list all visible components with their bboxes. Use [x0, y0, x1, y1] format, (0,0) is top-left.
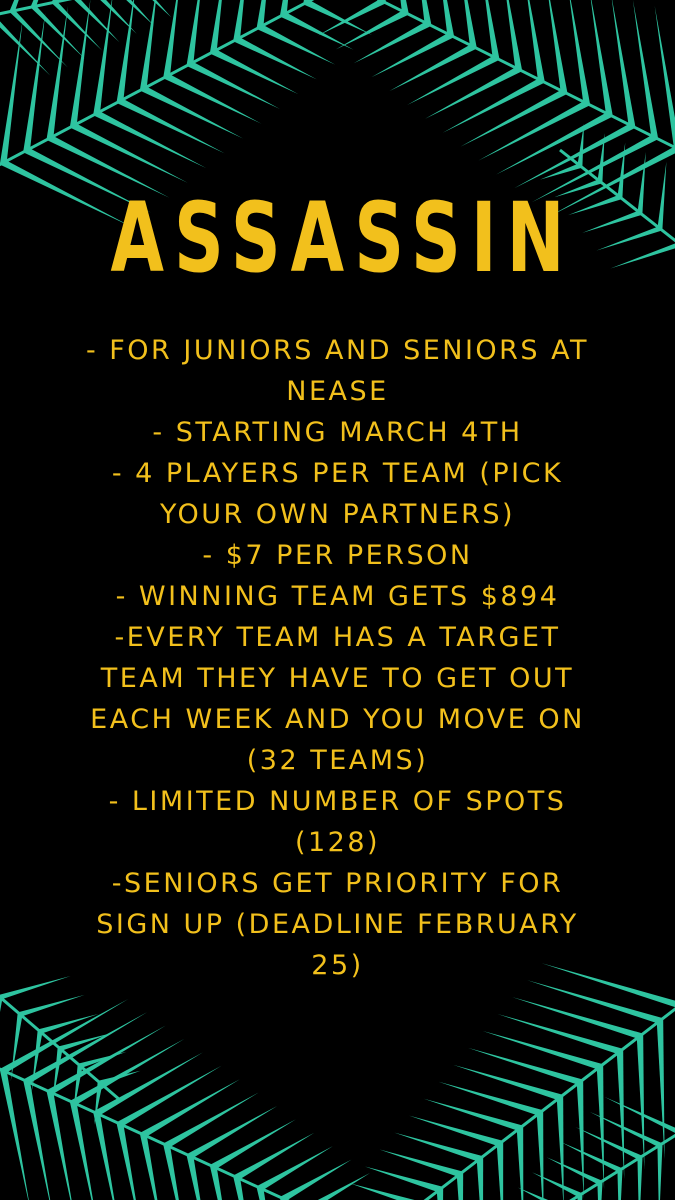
poster-details	[70, 330, 605, 986]
detail-line: - $7 PER PERSON	[202, 540, 473, 571]
palm-leaf-icon	[350, 963, 675, 1200]
detail-line: - WINNING TEAM GETS $894	[115, 581, 560, 612]
detail-line: -EVERY TEAM HAS A TARGET TEAM THEY HAVE TO GET OUT EACH WEEK AND YOU MOVE ON (32 TEAMS)	[90, 622, 585, 776]
detail-line: - 4 PLAYERS PER TEAM (PICK YOUR OWN PARTNERS)	[111, 458, 564, 530]
detail-line: - LIMITED NUMBER OF SPOTS (128)	[108, 786, 567, 858]
detail-line: - STARTING MARCH 4TH	[152, 417, 523, 448]
detail-line: - FOR JUNIORS AND SENIORS AT NEASE	[85, 335, 590, 407]
palm-leaf-icon	[0, 976, 370, 1200]
detail-line: -SENIORS GET PRIORITY FOR SIGN UP (DEADLINE FEBRUARY 25)	[96, 868, 579, 981]
poster-title: ASSASSIN	[110, 182, 575, 294]
